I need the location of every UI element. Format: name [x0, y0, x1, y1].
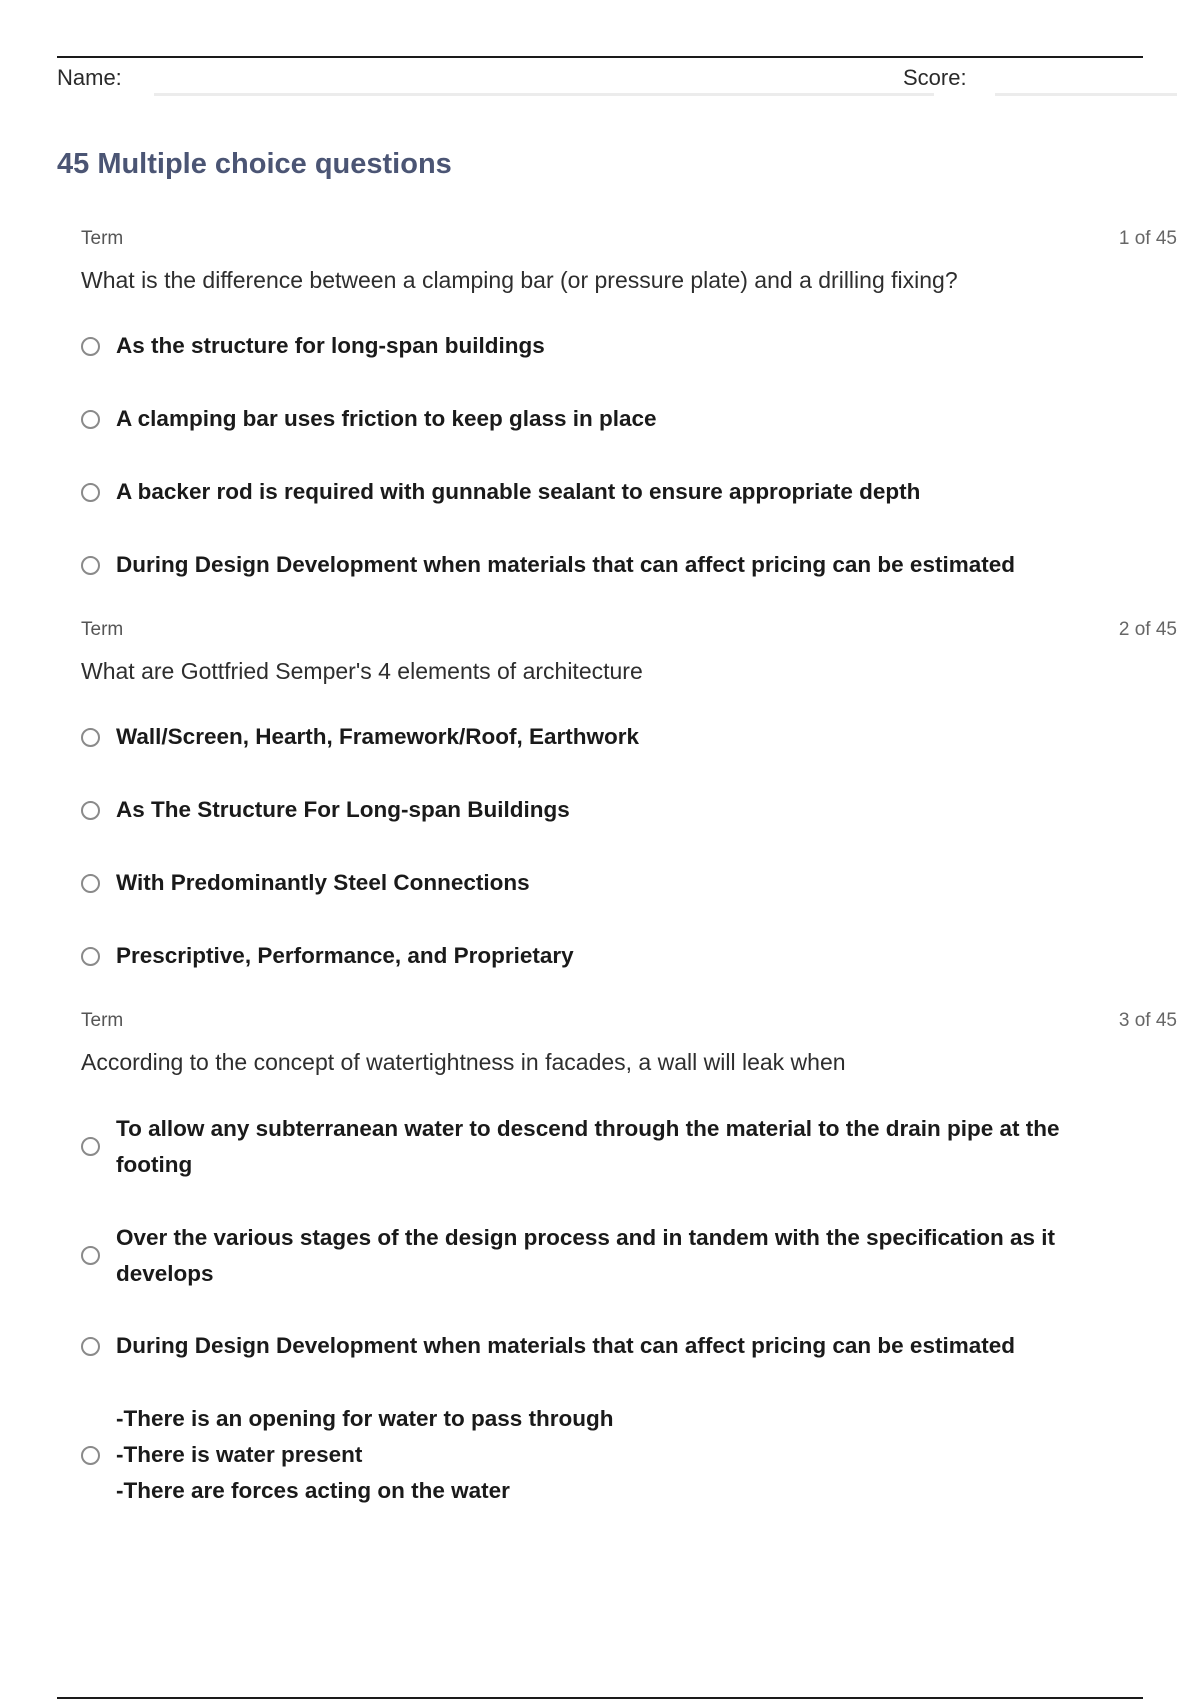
- term-label: Term: [81, 1010, 124, 1031]
- radio-circle-icon[interactable]: [81, 728, 100, 747]
- option-label: Over the various stages of the design process and in tandem with the specification as it develops: [116, 1224, 1055, 1286]
- option-label: A backer rod is required with gunnable sealant to ensure appropriate depth: [116, 479, 921, 505]
- answer-option[interactable]: [81, 920, 1177, 993]
- option-label: Wall/Screen, Hearth, Framework/Roof, Earthwork: [116, 724, 640, 750]
- radio-circle-icon[interactable]: [81, 874, 100, 893]
- answer-option[interactable]: [81, 529, 1177, 602]
- answer-option[interactable]: [81, 456, 1177, 529]
- radio-circle-icon[interactable]: [81, 1137, 100, 1156]
- name-label: Name:: [57, 65, 122, 90]
- question-prompt: What are Gottfried Semper's 4 elements of architecture: [81, 658, 643, 684]
- option-label: -There is an opening for water to pass through -There is water present -There are forces acting on the water: [116, 1406, 614, 1504]
- answer-options: [81, 310, 1177, 602]
- option-label: A clamping bar uses friction to keep glass in place: [116, 406, 657, 432]
- question-prompt: According to the concept of watertightness in facades, a wall will leak when: [81, 1049, 846, 1075]
- answer-option[interactable]: [81, 1310, 1177, 1383]
- question-3: [81, 1010, 1177, 1528]
- worksheet-header: [57, 62, 1177, 102]
- score-label: Score:: [903, 65, 967, 90]
- answer-options: [81, 701, 1177, 993]
- answer-option[interactable]: [81, 774, 1177, 847]
- option-label: With Predominantly Steel Connections: [116, 870, 530, 896]
- radio-circle-icon[interactable]: [81, 947, 100, 966]
- section-title: 45 Multiple choice questions: [57, 148, 452, 180]
- term-label: Term: [81, 619, 124, 640]
- question-prompt: What is the difference between a clamping bar (or pressure plate) and a drilling fixing?: [81, 267, 958, 293]
- radio-circle-icon[interactable]: [81, 1246, 100, 1265]
- option-label: During Design Development when materials that can affect pricing can be estimated: [116, 1333, 1015, 1359]
- answer-option[interactable]: [81, 847, 1177, 920]
- option-label: Prescriptive, Performance, and Proprietary: [116, 943, 574, 969]
- radio-circle-icon[interactable]: [81, 483, 100, 502]
- answer-option[interactable]: [81, 383, 1177, 456]
- answer-option[interactable]: [81, 1202, 1177, 1310]
- answer-option[interactable]: [81, 1092, 1177, 1202]
- option-label: To allow any subterranean water to descend through the material to the drain pipe at the footing: [116, 1115, 1060, 1177]
- answer-option[interactable]: [81, 1383, 1177, 1528]
- question-1: [81, 228, 1177, 602]
- radio-circle-icon[interactable]: [81, 556, 100, 575]
- radio-circle-icon[interactable]: [81, 410, 100, 429]
- option-label: As the structure for long-span buildings: [116, 333, 545, 359]
- radio-circle-icon[interactable]: [81, 1446, 100, 1465]
- option-label: During Design Development when materials that can affect pricing can be estimated: [116, 552, 1015, 578]
- score-field[interactable]: [995, 93, 1177, 96]
- question-counter: 3 of 45: [1118, 1010, 1177, 1031]
- question-counter: 1 of 45: [1118, 228, 1177, 249]
- top-rule: [57, 56, 1143, 58]
- answer-options: [81, 1092, 1177, 1528]
- question-counter: 2 of 45: [1118, 619, 1177, 640]
- bottom-rule: [57, 1697, 1143, 1699]
- question-2: [81, 619, 1177, 993]
- term-label: Term: [81, 228, 124, 249]
- radio-circle-icon[interactable]: [81, 801, 100, 820]
- radio-circle-icon[interactable]: [81, 1337, 100, 1356]
- answer-option[interactable]: [81, 701, 1177, 774]
- name-field[interactable]: [154, 93, 934, 96]
- answer-option[interactable]: [81, 310, 1177, 383]
- option-label: As The Structure For Long-span Buildings: [116, 797, 570, 823]
- radio-circle-icon[interactable]: [81, 337, 100, 356]
